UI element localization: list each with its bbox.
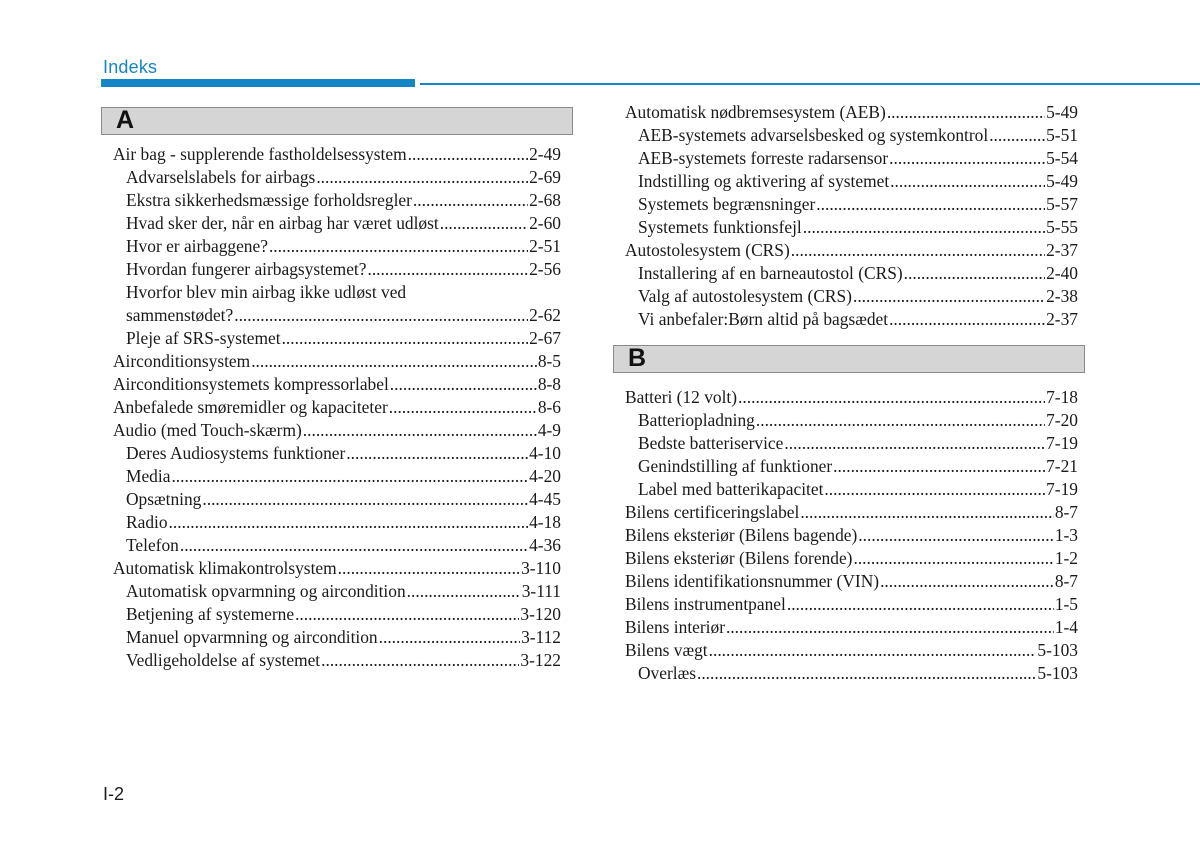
index-entry <box>113 419 561 442</box>
header-accent-bar <box>101 79 415 87</box>
index-entry-page: 8-7 <box>1054 502 1078 522</box>
index-entry <box>625 547 1078 570</box>
dot-leader <box>800 501 1053 524</box>
index-entry <box>113 373 561 396</box>
dot-leader <box>234 304 528 327</box>
index-entry-label: Media <box>126 466 171 486</box>
index-entry-page: 7-18 <box>1046 387 1078 407</box>
index-entry-label: Vedligeholdelse af systemet <box>126 650 321 670</box>
index-entry-label: Label med batterikapacitet <box>638 479 824 499</box>
dot-leader <box>889 308 1045 331</box>
index-column-right <box>613 101 1085 685</box>
dot-leader <box>853 285 1045 308</box>
index-entry <box>113 603 561 626</box>
index-entry-label: Bilens instrumentpanel <box>625 594 786 614</box>
index-entry <box>113 258 561 281</box>
index-entry-page: 8-6 <box>537 397 561 417</box>
dot-leader <box>791 239 1045 262</box>
index-entry-label: Telefon <box>126 535 179 555</box>
index-entry <box>625 455 1078 478</box>
index-entry-page: 4-18 <box>529 512 561 532</box>
index-entry-page: 1-5 <box>1054 594 1078 614</box>
dot-leader <box>989 124 1045 147</box>
index-entry <box>625 409 1078 432</box>
dot-leader <box>904 262 1045 285</box>
index-entry-page: 4-10 <box>529 443 561 463</box>
index-entry <box>113 281 561 304</box>
section-letter-a <box>101 107 573 135</box>
index-entry <box>113 396 561 419</box>
index-entry-page: 2-40 <box>1046 263 1078 283</box>
dot-leader <box>833 455 1045 478</box>
index-entry <box>113 465 561 488</box>
index-entry-page: 5-54 <box>1046 148 1078 168</box>
index-entry-label: Hvordan fungerer airbagsystemet? <box>126 259 367 279</box>
index-entry <box>113 235 561 258</box>
dot-leader <box>858 524 1054 547</box>
dot-leader <box>853 547 1053 570</box>
index-entry-page: 5-103 <box>1037 663 1078 683</box>
index-entry <box>625 616 1078 639</box>
index-entry-label: Anbefalede smøremidler og kapaciteter <box>113 397 388 417</box>
index-entry <box>625 639 1078 662</box>
index-entry-page: 8-5 <box>537 351 561 371</box>
dot-leader <box>816 193 1045 216</box>
index-entry-label: Airconditionsystem <box>113 351 251 371</box>
index-entry <box>113 143 561 166</box>
index-entry-label: Systemets funktionsfejl <box>638 217 802 237</box>
index-entry-page: 7-19 <box>1046 433 1078 453</box>
index-entry-label: sammenstødet? <box>126 305 234 325</box>
dot-leader <box>407 580 521 603</box>
index-entry <box>625 262 1078 285</box>
dot-leader <box>697 662 1036 685</box>
index-entry <box>625 216 1078 239</box>
index-entry-label: Deres Audiosystems funktioner <box>126 443 346 463</box>
index-entry-page: 1-4 <box>1054 617 1078 637</box>
index-entry <box>113 557 561 580</box>
index-entry <box>113 166 561 189</box>
index-entry <box>113 649 561 672</box>
dot-leader <box>887 101 1045 124</box>
section-letter-a-label: A <box>116 106 135 134</box>
index-entry-label: Manuel opvarmning og aircondition <box>126 627 378 647</box>
index-entry <box>113 511 561 534</box>
dot-leader <box>171 465 528 488</box>
index-entry-label: Hvad sker der, når en airbag har været udløst <box>126 213 439 233</box>
index-entry-label: Bilens eksteriør (Bilens forende) <box>625 548 853 568</box>
dot-leader <box>390 373 537 396</box>
dot-leader <box>784 432 1045 455</box>
page-header-title: Indeks <box>103 57 158 77</box>
index-list-a <box>101 143 573 672</box>
dot-leader <box>379 626 520 649</box>
index-entry <box>625 662 1078 685</box>
index-entry-page: 3-110 <box>521 558 561 578</box>
index-entry-page: 3-112 <box>521 627 561 647</box>
index-entry-page: 2-69 <box>529 167 561 187</box>
index-entry-page: 4-45 <box>529 489 561 509</box>
index-entry-page: 2-37 <box>1046 240 1078 260</box>
dot-leader <box>389 396 537 419</box>
dot-leader <box>756 409 1045 432</box>
index-entry-page: 2-60 <box>529 213 561 233</box>
index-entry-label: Valg af autostolesystem (CRS) <box>638 286 852 306</box>
dot-leader <box>787 593 1054 616</box>
index-entry-page: 2-38 <box>1046 286 1078 306</box>
dot-leader <box>408 143 528 166</box>
index-entry-page: 1-2 <box>1054 548 1078 568</box>
index-entry-page: 7-20 <box>1046 410 1078 430</box>
dot-leader <box>169 511 529 534</box>
index-entry-label: Advarselslabels for airbags <box>126 167 316 187</box>
index-entry-label: AEB-systemets advarselsbesked og systemkontrol <box>638 125 989 145</box>
index-entry <box>113 212 561 235</box>
index-entry <box>625 524 1078 547</box>
index-entry-page: 5-49 <box>1046 102 1078 122</box>
index-entry <box>625 124 1078 147</box>
dot-leader <box>269 235 528 258</box>
dot-leader <box>346 442 528 465</box>
dot-leader <box>890 170 1045 193</box>
index-entry-label: Indstilling og aktivering af systemet <box>638 171 890 191</box>
index-column-left <box>101 107 573 672</box>
index-entry-page: 7-21 <box>1046 456 1078 476</box>
dot-leader <box>889 147 1045 170</box>
index-entry-page: 5-51 <box>1046 125 1078 145</box>
dot-leader <box>180 534 528 557</box>
index-entry-page: 2-62 <box>529 305 561 325</box>
index-entry-page: 5-57 <box>1046 194 1078 214</box>
index-entry-page: 1-3 <box>1054 525 1078 545</box>
index-entry-label: Autostolesystem (CRS) <box>625 240 790 260</box>
index-entry-label: Audio (med Touch-skærm) <box>113 420 302 440</box>
index-entry-label: Overlæs <box>638 663 696 683</box>
dot-leader <box>880 570 1054 593</box>
index-entry <box>625 501 1078 524</box>
index-entry <box>625 432 1078 455</box>
dot-leader <box>251 350 537 373</box>
dot-leader <box>338 557 520 580</box>
index-entry <box>113 304 561 327</box>
index-entry-label: Batteri (12 volt) <box>625 387 738 407</box>
index-entry <box>625 285 1078 308</box>
index-entry-page: 4-20 <box>529 466 561 486</box>
section-letter-b-label: B <box>628 344 647 372</box>
index-entry-label: Hvor er airbaggene? <box>126 236 268 256</box>
index-entry <box>625 101 1078 124</box>
index-entry-label: Hvorfor blev min airbag ikke udløst ved <box>126 282 407 302</box>
index-entry-page: 2-51 <box>529 236 561 256</box>
index-entry <box>113 580 561 603</box>
index-entry-label: Betjening af systemerne <box>126 604 295 624</box>
index-entry <box>113 327 561 350</box>
index-entry-label: Airconditionsystemets kompressorlabel <box>113 374 389 394</box>
index-entry <box>113 350 561 373</box>
dot-leader <box>803 216 1045 239</box>
index-entry-label: Automatisk nødbremsesystem (AEB) <box>625 102 886 122</box>
dot-leader <box>316 166 528 189</box>
dot-leader <box>321 649 519 672</box>
index-entry-page: 5-49 <box>1046 171 1078 191</box>
index-entry <box>113 534 561 557</box>
index-entry <box>113 488 561 511</box>
index-list-b <box>613 386 1085 685</box>
index-entry-label: Air bag - supplerende fastholdelsessystem <box>113 144 407 164</box>
index-entry-label: Vi anbefaler:Børn altid på bagsædet <box>638 309 889 329</box>
index-entry-page: 8-7 <box>1054 571 1078 591</box>
index-entry <box>625 478 1078 501</box>
dot-leader <box>367 258 528 281</box>
index-entry-label: AEB-systemets forreste radarsensor <box>638 148 889 168</box>
index-entry-page: 7-19 <box>1046 479 1078 499</box>
page-number: I-2 <box>103 784 125 804</box>
section-letter-b <box>613 345 1085 373</box>
index-entry <box>625 147 1078 170</box>
dot-leader <box>738 386 1045 409</box>
index-entry-label: Bilens certificeringslabel <box>625 502 800 522</box>
index-entry-page: 3-120 <box>520 604 561 624</box>
index-entry <box>113 626 561 649</box>
index-entry <box>625 239 1078 262</box>
index-entry <box>113 442 561 465</box>
index-entry <box>625 193 1078 216</box>
index-entry-page: 5-103 <box>1037 640 1078 660</box>
dot-leader <box>824 478 1045 501</box>
index-entry <box>625 386 1078 409</box>
index-entry-label: Bedste batteriservice <box>638 433 784 453</box>
index-entry-page: 5-55 <box>1046 217 1078 237</box>
index-entry-label: Bilens eksteriør (Bilens bagende) <box>625 525 858 545</box>
index-entry-label: Automatisk opvarmning og aircondition <box>126 581 406 601</box>
index-entry-label: Radio <box>126 512 168 532</box>
dot-leader <box>709 639 1037 662</box>
index-entry-page: 2-37 <box>1046 309 1078 329</box>
index-list-a-continued <box>613 101 1085 331</box>
index-entry-label: Opsætning <box>126 489 202 509</box>
index-entry-page: 2-56 <box>529 259 561 279</box>
index-entry-label: Bilens interiør <box>625 617 725 637</box>
index-entry-label: Systemets begrænsninger <box>638 194 816 214</box>
index-entry-label: Bilens vægt <box>625 640 708 660</box>
index-entry <box>625 593 1078 616</box>
index-entry-label: Ekstra sikkerhedsmæssige forholdsregler <box>126 190 412 210</box>
index-entry-label: Automatisk klimakontrolsystem <box>113 558 337 578</box>
index-entry-page: 3-122 <box>520 650 561 670</box>
index-entry-page: 8-8 <box>537 374 561 394</box>
dot-leader <box>282 327 529 350</box>
dot-leader <box>726 616 1054 639</box>
index-entry <box>625 308 1078 331</box>
index-entry-label: Genindstilling af funktioner <box>638 456 833 476</box>
index-entry-label: Batteriopladning <box>638 410 755 430</box>
index-entry-page: 4-9 <box>537 420 561 440</box>
index-entry-page: 2-67 <box>529 328 561 348</box>
dot-leader <box>303 419 537 442</box>
dot-leader <box>413 189 528 212</box>
index-entry-page: 2-49 <box>529 144 561 164</box>
index-entry-label: Bilens identifikationsnummer (VIN) <box>625 571 880 591</box>
index-entry-page: 3-111 <box>521 581 561 601</box>
dot-leader <box>202 488 528 511</box>
index-entry-label: Installering af en barneautostol (CRS) <box>638 263 903 283</box>
index-entry <box>625 570 1078 593</box>
index-entry <box>113 189 561 212</box>
dot-leader <box>440 212 528 235</box>
index-entry <box>625 170 1078 193</box>
dot-leader <box>295 603 519 626</box>
index-entry-page: 2-68 <box>529 190 561 210</box>
header-rule <box>420 83 1200 85</box>
index-entry-page: 4-36 <box>529 535 561 555</box>
index-entry-label: Pleje af SRS-systemet <box>126 328 281 348</box>
